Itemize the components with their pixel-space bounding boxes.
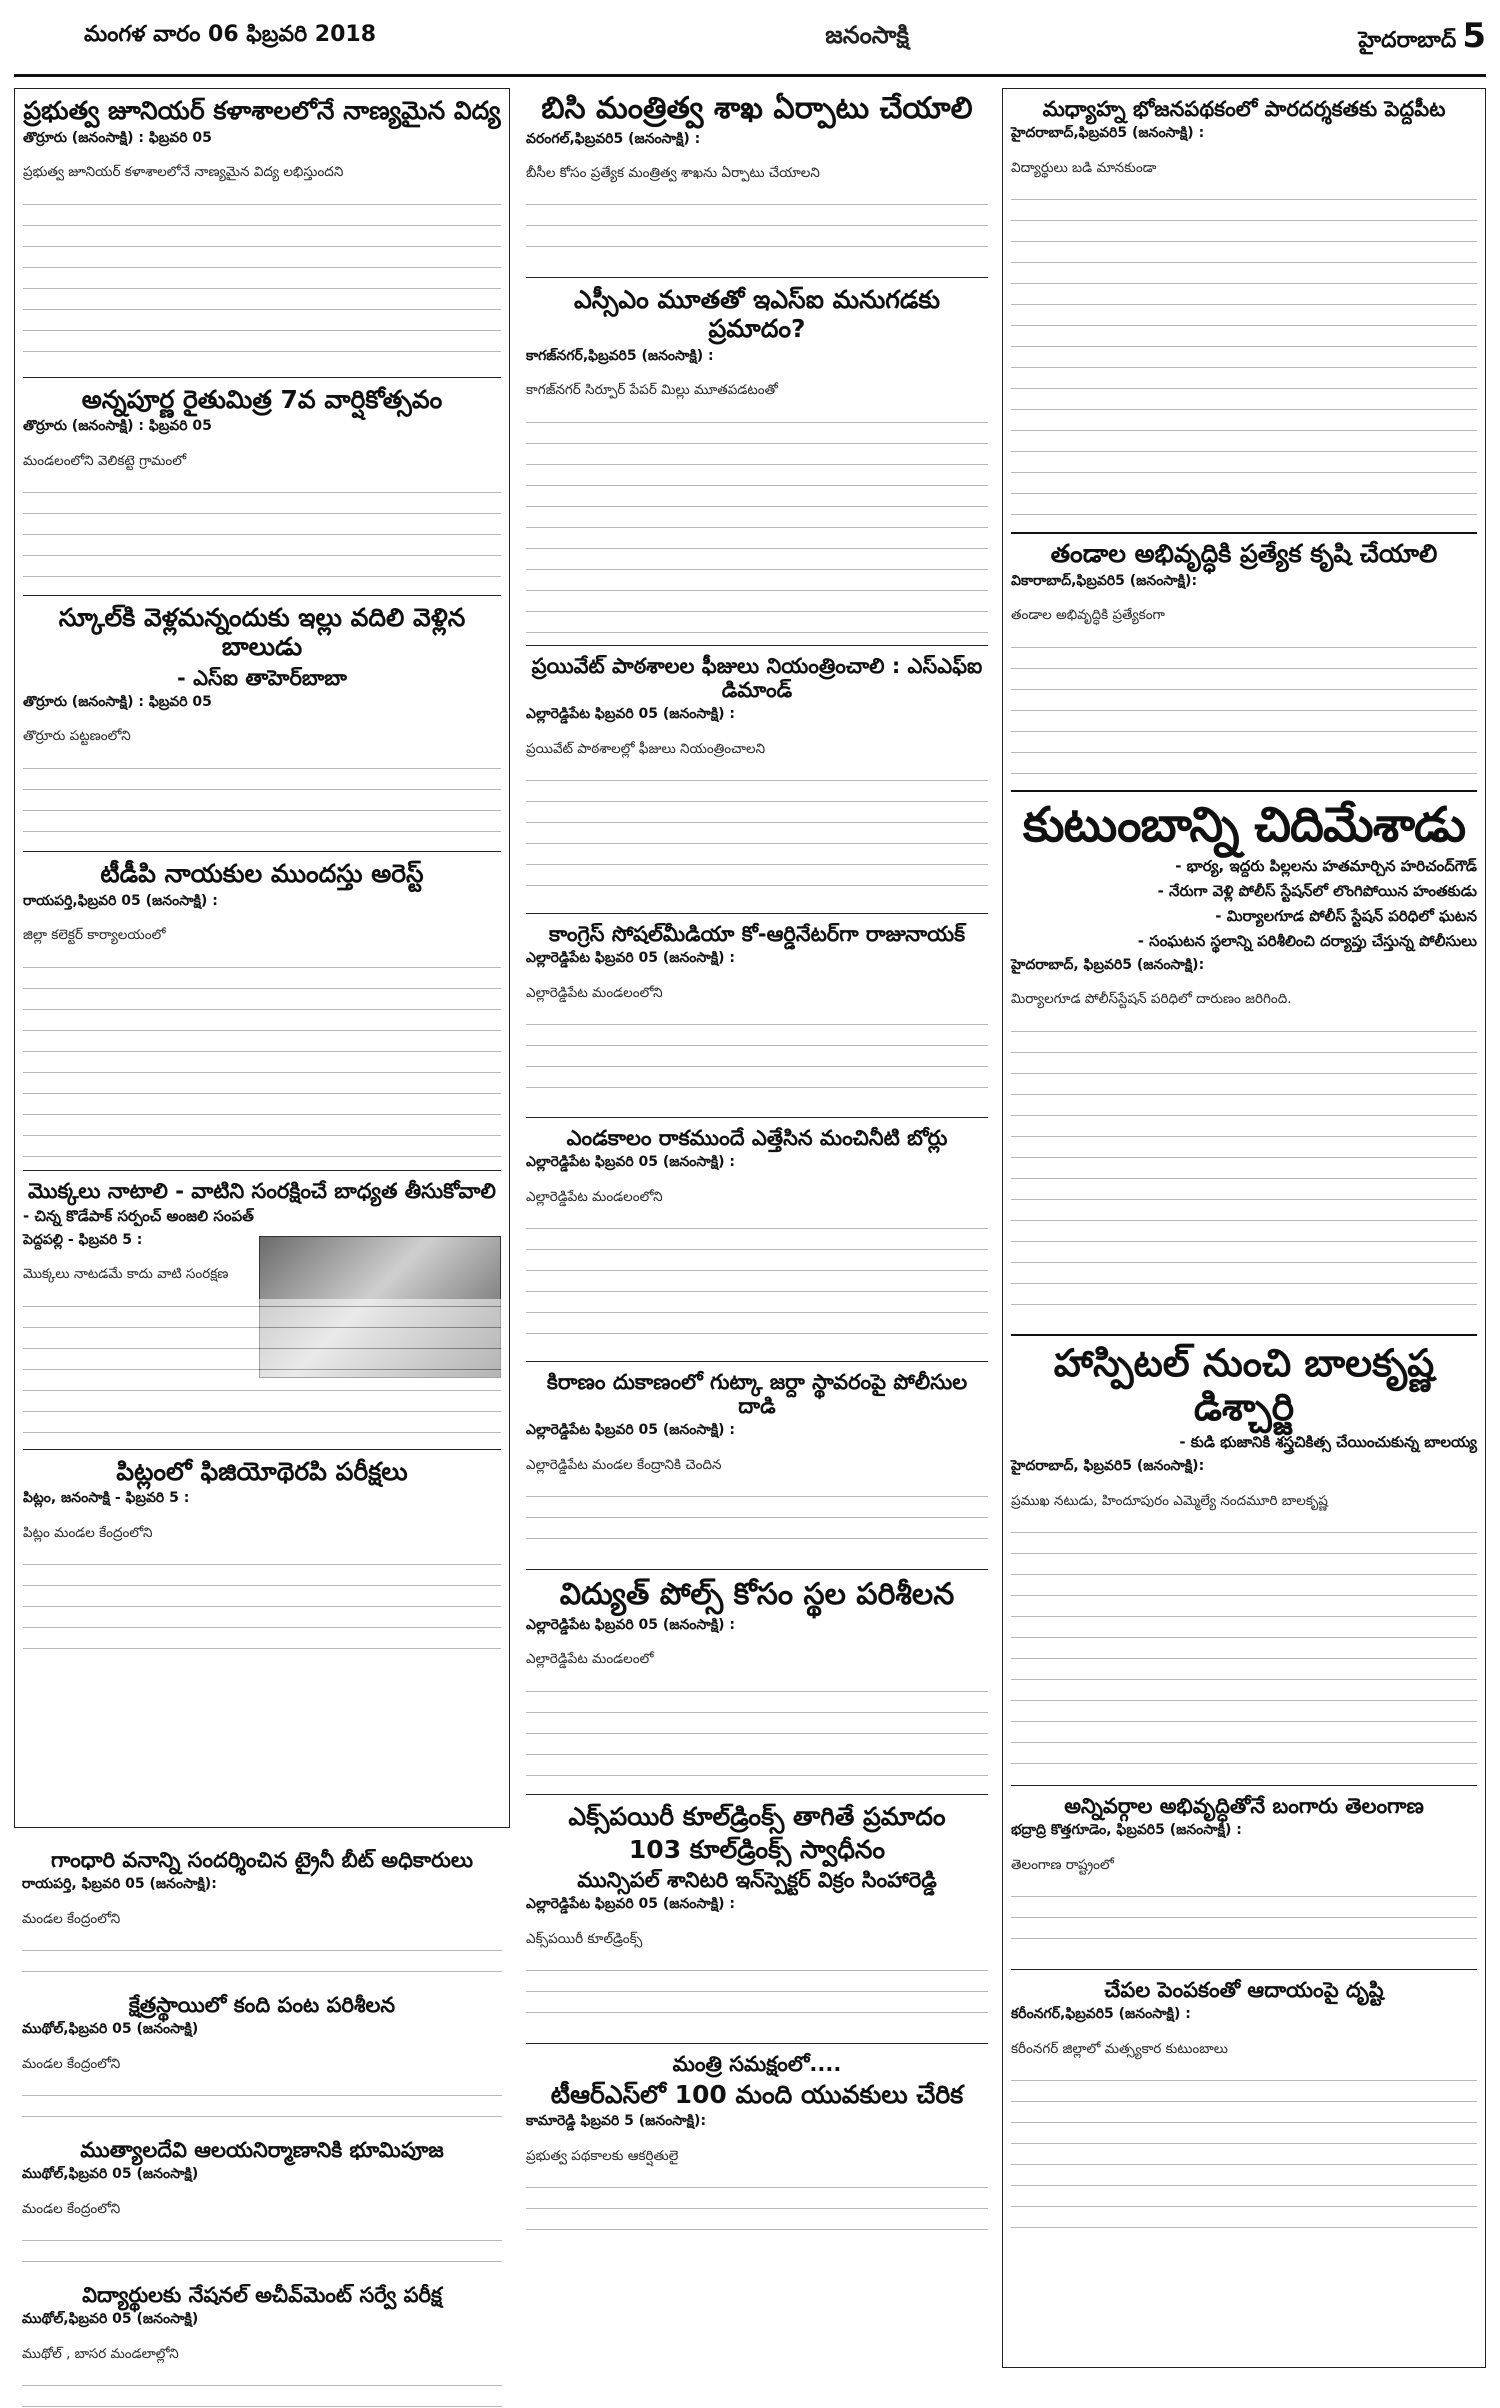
divider bbox=[526, 1569, 988, 1570]
headline: హాస్పిటల్ నుంచి బాలకృష్ణ డిశ్చార్జి bbox=[1053, 1340, 1435, 1429]
divider bbox=[526, 277, 988, 278]
headline: అన్నపూర్ణ రైతుమిత్ర 7వ వార్షికోత్సవం bbox=[81, 384, 443, 414]
headline: మొక్కలు నాటాలి - వాటిని సంరక్షించే బాధ్యత తీసుకోవాలి bbox=[28, 1178, 496, 1203]
story-body-text bbox=[526, 197, 988, 267]
dateline: రాయపర్తి,ఫిబ్రవరి 05 (జనంసాక్షి) : bbox=[23, 892, 218, 909]
headline: క్షేత్రస్థాయిలో కంది పంట పరిశీలన bbox=[128, 1993, 396, 2018]
headline-second-line: 103 కూల్‌డ్రింక్స్ స్వాధీనం bbox=[628, 1834, 886, 1864]
divider bbox=[1011, 1785, 1477, 1786]
headline: ఎండకాలం రాకముందే ఎత్తేసిన మంచినీటి బోర్లు bbox=[566, 1126, 948, 1151]
headline: మధ్యాహ్న భోజనపథకంలో పారదర్శకతకు పెద్దపీట bbox=[1042, 97, 1446, 121]
story-annapurna bbox=[23, 386, 501, 586]
headline: విద్యుత్ పోల్స్ కోసం స్థల పరిశీలన bbox=[559, 1577, 955, 1613]
headline: గాంధారి వనాన్ని సందర్శించిన ట్రైనీ బీట్ అధికారులు bbox=[50, 1848, 473, 1872]
dateline: ఎల్లారెడ్డిపేట ఫిబ్రవరి 05 (జనంసాక్షి) : bbox=[526, 1616, 736, 1633]
headline: ముత్యాలదేవి ఆలయనిర్మాణానికి భూమిపూజ bbox=[80, 2138, 444, 2163]
divider bbox=[23, 851, 501, 852]
story-lead: ముథోల్ , బాసర మండలాల్లోని bbox=[22, 2345, 179, 2362]
story-body-text bbox=[23, 1557, 501, 1657]
story-borewells bbox=[526, 1126, 988, 1351]
divider bbox=[23, 1170, 501, 1171]
divider bbox=[1011, 1969, 1477, 1970]
headline: ఎక్స్‌పయిరీ కూల్‌డ్రింక్స్ తాగితే ప్రమాదం bbox=[568, 1801, 946, 1831]
dateline: హైదరాబాద్, ఫిబ్రవరి5 (జనంసాక్షి): bbox=[1011, 1458, 1205, 1475]
story-body-text bbox=[526, 415, 988, 635]
divider bbox=[23, 1449, 501, 1450]
subheadline: మున్సిపల్ శానిటరి ఇన్‌స్పెక్టర్ విక్రం సింహారెడ్డి bbox=[577, 1868, 937, 1893]
headline: కిరాణం దుకాణంలో గుట్కా జర్దా స్థావరంపై పోలీసుల దాడి bbox=[546, 1370, 968, 1419]
story-plant-saplings bbox=[23, 1179, 501, 1439]
story-lead: తొర్రూరు పట్టణంలోని bbox=[23, 728, 131, 745]
dateline: తొర్రూరు (జనంసాక్షి) : ఫిబ్రవరి 05 bbox=[23, 129, 212, 146]
column-left-lower bbox=[14, 1840, 510, 2362]
story-private-fees bbox=[526, 654, 988, 903]
story-body-text bbox=[23, 960, 501, 1160]
story-lead: తండాల అభివృద్ధికి ప్రత్యేకంగా bbox=[1011, 607, 1165, 624]
story-temple bbox=[22, 2138, 502, 2273]
story-lead: మండల కేంద్రంలోని bbox=[22, 1910, 121, 1927]
story-lead: మండల కేంద్రంలోని bbox=[22, 2055, 121, 2072]
story-lead: కరీంనగర్ జిల్లాలో మత్స్యకార కుటుంబాలు bbox=[1011, 2040, 1228, 2057]
story-lead: పిట్లం మండల కేంద్రంలోని bbox=[23, 1524, 153, 1541]
story-balakrishna bbox=[1011, 1342, 1477, 1775]
dateline: ఎల్లారెడ్డిపేట ఫిబ్రవరి 05 (జనంసాక్షి) : bbox=[526, 1154, 736, 1171]
dateline: రాయపర్తి, ఫిబ్రవరి 05 (జనంసాక్షి): bbox=[22, 1876, 217, 1893]
column-left-boxed bbox=[14, 88, 510, 1828]
story-bangaru-telangana bbox=[1011, 1794, 1477, 1959]
dateline: ముథోల్,ఫిబ్రవరి 05 (జనంసాక్షి) bbox=[22, 2021, 199, 2038]
divider bbox=[1011, 790, 1477, 792]
story-lead: ఎల్లారెడ్డిపేట మండల కేంద్రానికి చెందిన bbox=[526, 1456, 722, 1473]
story-lead: తెలంగాణ రాష్ట్రంలో bbox=[1011, 1856, 1114, 1873]
story-body-text bbox=[1011, 640, 1477, 780]
story-body-text bbox=[23, 197, 501, 367]
story-lead: మండలంలోని వెలికట్టె గ్రామంలో bbox=[23, 452, 187, 469]
divider bbox=[526, 1361, 988, 1362]
headline: పిట్లంలో ఫిజియోథెరపి పరీక్షలు bbox=[116, 1456, 408, 1486]
story-body-text bbox=[1011, 2073, 1477, 2233]
divider bbox=[526, 1117, 988, 1118]
divider bbox=[23, 595, 501, 596]
headline: ఎస్సీఎం మూతతో ఇఎస్‌ఐ మనుగడకు ప్రమాదం? bbox=[573, 285, 941, 344]
headline: బిసి మంత్రిత్వ శాఖ ఏర్పాటు చేయాలి bbox=[541, 91, 973, 126]
story-expired-drinks bbox=[526, 1803, 988, 2034]
story-physiotherapy bbox=[23, 1458, 501, 1658]
story-kandi-crop bbox=[22, 1993, 502, 2128]
masthead bbox=[14, 0, 1486, 77]
story-tandas bbox=[1011, 540, 1477, 780]
headline: తండాల అభివృద్ధికి ప్రత్యేక కృషి చేయాలి bbox=[1050, 539, 1438, 569]
story-lead: బీసీల కోసం ప్రత్యేక మంత్రిత్వ శాఖను ఏర్పాటు చేయాలని bbox=[526, 165, 820, 181]
headline: ప్రభుత్వ జూనియర్ కళాశాలలోనే నాణ్యమైన విద్య bbox=[23, 96, 501, 125]
story-body-text bbox=[526, 1221, 988, 1351]
headline: కాంగ్రెస్ సోషల్‌మీడియా కో-ఆర్డినేటర్‌గా రాజునాయక్ bbox=[548, 922, 966, 947]
story-lead: జిల్లా కలెక్టర్ కార్యాలయంలో bbox=[23, 927, 166, 944]
story-body-text bbox=[1011, 1889, 1477, 1959]
dateline: కాగజ్‌నగర్,ఫిబ్రవరి5 (జనంసాక్షి) : bbox=[526, 347, 714, 364]
story-lead: ఎక్స్‌పయిరీ కూల్‌డ్రింక్స్ bbox=[526, 1930, 643, 1947]
story-nas-exam bbox=[22, 2283, 502, 2408]
story-body-text bbox=[526, 1017, 988, 1107]
story-junior-college bbox=[23, 97, 501, 367]
story-lead: ప్రయివేట్ పాఠశాలల్లో ఫీజులు నియంత్రించాలని bbox=[526, 740, 766, 757]
headline: స్కూల్‌కి వెళ్లమన్నందుకు ఇల్లు వదిలి వెళ్లిన బాలుడు bbox=[58, 603, 466, 662]
dateline: హైదరాబాద్,ఫిబ్రవరి5 (జనంసాక్షి) : bbox=[1011, 125, 1205, 142]
headline: కుటుంబాన్ని చిదిమేశాడు bbox=[1022, 796, 1466, 853]
subheadline: - కుడి భుజానికి శస్త్రచికిత్స చేయించుకున్న బాలయ్య bbox=[1179, 1433, 1477, 1452]
page-number: 5 bbox=[1462, 16, 1486, 56]
story-body-text bbox=[23, 1299, 501, 1439]
dateline: కరీంనగర్,ఫిబ్రవరి5 (జనంసాక్షి) : bbox=[1011, 2006, 1191, 2023]
dateline: ఎల్లారెడ్డిపేట ఫిబ్రవరి 05 (జనంసాక్షి) : bbox=[526, 950, 736, 967]
dateline: ఎల్లారెడ్డిపేట ఫిబ్రవరి 05 (జనంసాక్షి) : bbox=[526, 1422, 736, 1439]
dateline: ఎల్లారెడ్డిపేట ఫిబ్రవరి 05 (జనంసాక్షి) : bbox=[526, 706, 736, 723]
dateline: తొర్రూరు (జనంసాక్షి) : ఫిబ్రవరి 05 bbox=[23, 418, 212, 435]
subheadline-2: - నేరుగా వెళ్లి పోలీస్ స్టేషన్‌లో లొంగిపోయిన హంతకుడు bbox=[1157, 881, 1477, 900]
story-body-text bbox=[526, 2180, 988, 2250]
divider bbox=[23, 377, 501, 378]
story-gutka-raid bbox=[526, 1370, 988, 1559]
story-family-murder bbox=[1011, 798, 1477, 1324]
story-lead: ఎల్లారెడ్డిపేట మండలంలో bbox=[526, 1651, 654, 1668]
story-lead: విద్యార్థులు బడి మానకుండా bbox=[1011, 159, 1157, 176]
story-lead: ప్రముఖ నటుడు, హిందూపురం ఎమ్మెల్యే నందమూరి బాలకృష్ణ bbox=[1011, 1492, 1328, 1509]
story-midday-meal bbox=[1011, 97, 1477, 522]
dateline: వికారాబాద్,ఫిబ్రవరి5 (జనంసాక్షి): bbox=[1011, 572, 1198, 589]
story-lead: మండల కేంద్రంలోని bbox=[22, 2200, 121, 2217]
dateline: కామారెడ్డి ఫిబ్రవరి 5 (జనంసాక్షి): bbox=[526, 2113, 707, 2130]
story-lead: ఎల్లారెడ్డిపేట మండలంలోని bbox=[526, 1188, 663, 1205]
story-lead: మొక్కలు నాటడమే కాదు వాటి సంరక్షణ bbox=[23, 1266, 229, 1283]
story-body-text bbox=[22, 1943, 502, 1983]
story-body-text bbox=[526, 1489, 988, 1559]
kicker: మంత్రి సమక్షంలో.... bbox=[672, 2052, 842, 2077]
story-body-text bbox=[22, 2088, 502, 2128]
headline: విద్యార్థులకు నేషనల్ అచీవ్‌మెంట్ సర్వే పరీక్ష bbox=[82, 2283, 442, 2308]
story-body-text bbox=[22, 2233, 502, 2273]
headline: టీఆర్‌ఎస్‌లో 100 మంది యువకులు చేరిక bbox=[550, 2079, 964, 2109]
story-school-boy bbox=[23, 604, 501, 841]
story-lead: ప్రభుత్వ జూనియర్ కళాశాలలోనే నాణ్యమైన విద్య లభిస్తుందని bbox=[23, 164, 344, 181]
divider bbox=[526, 645, 988, 646]
column-right-boxed bbox=[1002, 88, 1486, 2368]
divider bbox=[526, 913, 988, 914]
subheadline-1: - భార్య, ఇద్దరు పిల్లలను హతమార్చిన హరిచంద్‌గౌడ్ bbox=[1175, 856, 1477, 875]
story-trs-joining bbox=[526, 2052, 988, 2250]
story-body-text bbox=[1011, 1024, 1477, 1324]
story-body-text bbox=[526, 1684, 988, 1784]
subheadline: - ఎస్ఐ తాహెర్‌బాబా bbox=[177, 665, 347, 690]
story-body-text bbox=[23, 761, 501, 841]
issue-date: మంగళ వారం 06 ఫిబ్రవరి 2018 bbox=[84, 22, 377, 47]
subheadline: - చిన్న కొడేపాక్ సర్పంచ్ అంజలి సంపత్ bbox=[23, 1206, 254, 1225]
story-body-text bbox=[1011, 192, 1477, 522]
page-label bbox=[1358, 16, 1486, 58]
subheadline-4: - సంఘటన స్థలాన్ని పరిశీలించి దర్యాప్తు చేస్తున్న పోలీసులు bbox=[1137, 931, 1477, 950]
divider bbox=[526, 1794, 988, 1795]
headline: అన్నివర్గాల అభివృద్ధితోనే బంగారు తెలంగాణ bbox=[1064, 1794, 1424, 1819]
city-label: హైదరాబాద్ bbox=[1358, 28, 1457, 53]
dateline: పెద్దపల్లి - ఫిబ్రవరి 5 : bbox=[23, 1231, 143, 1248]
headline: టీడీపి నాయకుల ముందస్తు అరెస్ట్ bbox=[100, 858, 424, 888]
dateline: ఎల్లారెడ్డిపేట ఫిబ్రవరి 05 (జనంసాక్షి) : bbox=[526, 1896, 736, 1913]
story-body-text bbox=[22, 2378, 502, 2408]
story-electric-poles bbox=[526, 1578, 988, 1783]
divider bbox=[1011, 532, 1477, 534]
dateline: హైదరాబాద్, ఫిబ్రవరి5 (జనంసాక్షి): bbox=[1011, 956, 1205, 973]
dateline: తొర్రూరు (జనంసాక్షి) : ఫిబ్రవరి 05 bbox=[23, 693, 212, 710]
dateline: ముథోల్,ఫిబ్రవరి 05 (జనంసాక్షి) bbox=[22, 2311, 199, 2328]
subheadline-3: - మిర్యాలగూడ పోలీస్ స్టేషన్ పరిధిలో ఘటన bbox=[1215, 906, 1477, 925]
story-lead: ఎల్లారెడ్డిపేట మండలంలోని bbox=[526, 984, 663, 1001]
headline: ప్రయివేట్ పాఠశాలల ఫీజులు నియంత్రించాలి : ఎస్ఎఫ్ఐ డిమాండ్ bbox=[531, 653, 983, 702]
dateline: ముథోల్,ఫిబ్రవరి 05 (జనంసాక్షి) bbox=[22, 2166, 199, 2183]
story-lead: మిర్యాలగూడ పోలీస్‌స్టేషన్ పరిధిలో దారుణం జరిగింది. bbox=[1011, 991, 1292, 1008]
story-congress-social bbox=[526, 922, 988, 1107]
story-body-text bbox=[526, 773, 988, 903]
story-fish-farming bbox=[1011, 1978, 1477, 2233]
paper-logo: జనంసాక్షి bbox=[825, 19, 910, 49]
story-trainee-beat bbox=[22, 1848, 502, 1983]
headline: చేపల పెంపకంతో ఆదాయంపై దృష్టి bbox=[1104, 1978, 1384, 2003]
story-body-text bbox=[1011, 1525, 1477, 1775]
story-lead: ప్రభుత్వ పథకాలకు ఆకర్షితులై bbox=[526, 2147, 679, 2164]
divider bbox=[1011, 1334, 1477, 1336]
dateline: భద్రాద్రి కొత్తగూడెం, ఫిబ్రవరి5 (జనంసాక్షి) : bbox=[1011, 1822, 1242, 1839]
story-lead: కాగజ్‌నగర్ సిర్పూర్ పేపర్ మిల్లు మూతపడటంతో bbox=[526, 382, 778, 399]
divider bbox=[526, 2043, 988, 2044]
story-body-text bbox=[526, 1963, 988, 2033]
dateline: వరంగల్,ఫిబ్రవరి5 (జనంసాక్షి) : bbox=[526, 130, 701, 147]
column-middle bbox=[522, 88, 992, 2338]
story-bc-ministry bbox=[526, 92, 988, 267]
dateline: పిట్లం, జనంసాక్షి - ఫిబ్రవరి 5 : bbox=[23, 1490, 190, 1507]
story-tdp-arrest bbox=[23, 860, 501, 1160]
story-esi bbox=[526, 286, 988, 634]
story-body-text bbox=[23, 485, 501, 585]
